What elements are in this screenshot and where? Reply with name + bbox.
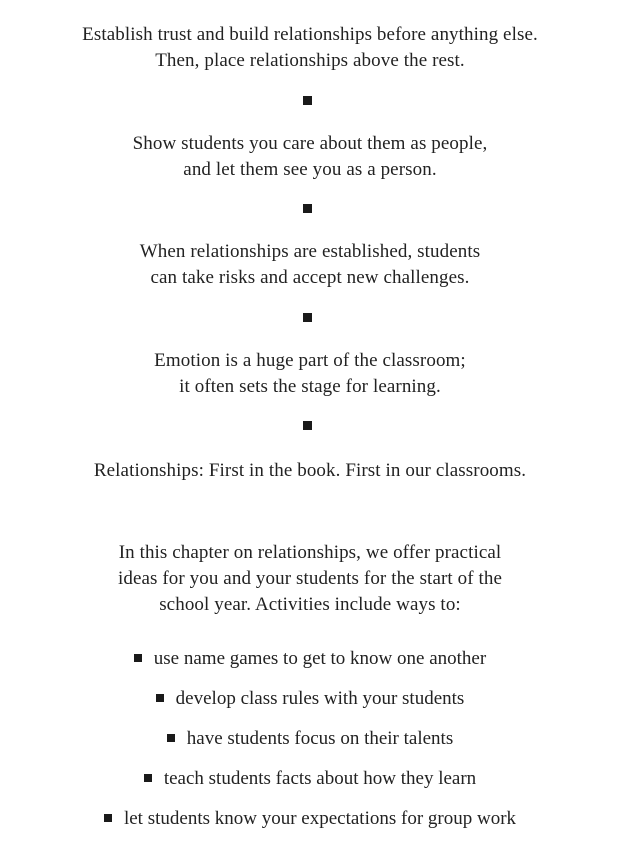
quote-block [0, 131, 620, 183]
separator-square [303, 96, 312, 105]
quote-line: and let them see you as a person. [183, 159, 437, 180]
intro-paragraph [0, 540, 620, 618]
intro-line: In this chapter on relationships, we offer practical [118, 542, 502, 563]
quote-block [0, 239, 620, 291]
activity-text: use name games to get to know one another [153, 648, 487, 669]
square-bullet-icon [167, 734, 175, 742]
quote-line: When relationships are established, students [139, 241, 481, 262]
separator-square [303, 313, 312, 322]
quote-line: can take risks and accept new challenges. [150, 267, 470, 288]
separator-square [303, 421, 312, 430]
square-bullet-icon [156, 694, 164, 702]
activity-text: have students focus on their talents [186, 728, 454, 749]
square-bullet-icon [104, 814, 112, 822]
list-item [0, 806, 620, 832]
closing-text: Relationships: First in the book. First in our classrooms. [93, 460, 527, 481]
activity-text: develop class rules with your students [175, 688, 465, 709]
list-item [0, 726, 620, 752]
quote-block [0, 348, 620, 400]
quote-line: it often sets the stage for learning. [179, 376, 441, 397]
intro-line: school year. Activities include ways to: [159, 594, 461, 615]
list-item [0, 766, 620, 792]
quote-line: Establish trust and build relationships before anything else. [82, 24, 538, 45]
closing-line [0, 458, 620, 484]
quote-line: Emotion is a huge part of the classroom; [154, 350, 466, 371]
square-bullet-icon [134, 654, 142, 662]
list-item [0, 686, 620, 712]
list-item [0, 646, 620, 672]
activity-text: teach students facts about how they learn [163, 768, 477, 789]
quote-line: Show students you care about them as people, [132, 133, 488, 154]
square-bullet-icon [144, 774, 152, 782]
intro-line: ideas for you and your students for the start of the [117, 568, 503, 589]
separator-square [303, 204, 312, 213]
activity-text: let students know your expectations for group work [123, 808, 517, 829]
quote-line: Then, place relationships above the rest. [155, 50, 465, 71]
quote-block [0, 22, 620, 74]
